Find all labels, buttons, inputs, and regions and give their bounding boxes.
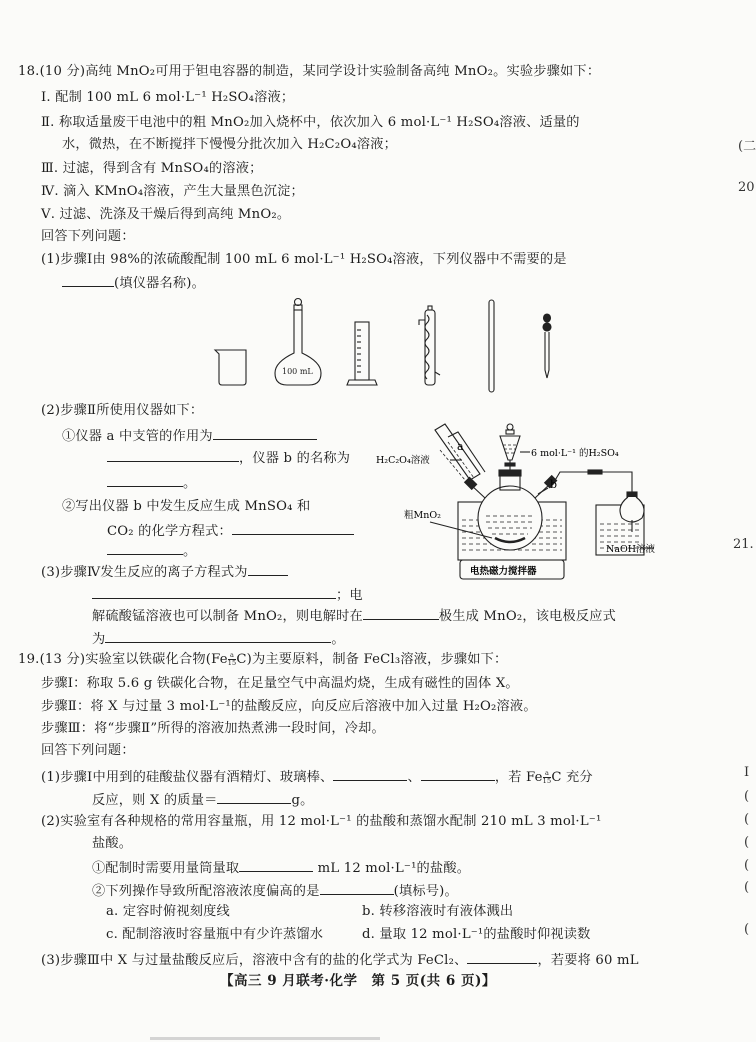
q18-part2-1-line1 [62, 425, 317, 447]
label-stirrer: 电热磁力搅拌器 [470, 566, 537, 577]
period: 。 [331, 632, 345, 647]
q18-part3-line4 [92, 628, 345, 650]
q18-part2-2-line2 [107, 520, 354, 542]
margin-fragment: ( [744, 835, 750, 850]
label-h2c2o4: H₂C₂O₄溶液 [376, 455, 430, 466]
q18-part3-line3 [92, 605, 616, 627]
page-footer: 【高三 9 月联考·化学 第 5 页(共 6 页)】 [220, 973, 496, 989]
fraction-denominator: 15 [542, 777, 552, 785]
q18-part3-text-b: ；电 [336, 588, 363, 603]
q19-part1-line1 [41, 766, 593, 788]
q19-part1-blank-mass[interactable] [217, 789, 291, 804]
fraction-numerator: a [228, 652, 237, 660]
margin-fragment: ( [744, 789, 750, 804]
q18-points: (10 分) [39, 64, 86, 79]
q18-part2-1-text-b: ，仪器 b 的名称为 [239, 451, 351, 466]
q18-part2-2-line1: ②写出仪器 b 中发生反应生成 MnSO₄ 和 [62, 499, 311, 514]
q19-step-2: 步骤Ⅱ：将 X 与过量 3 mol·L⁻¹的盐酸反应，向反应后溶液中加入过量 H₂O₂溶液。 [41, 699, 537, 714]
q19-part2-1-blank[interactable] [239, 857, 313, 872]
margin-fragment: 20 [738, 180, 755, 195]
formula-fe: Fe [211, 652, 228, 667]
q18-step-5: Ⅴ. 过滤、洗涤及干燥后得到高纯 MnO₂。 [41, 207, 291, 222]
q18-part3-blank-c[interactable] [105, 628, 331, 643]
q18-part3-line1 [41, 561, 288, 583]
q19-part3-line1 [41, 949, 639, 971]
fraction-denominator: 15 [227, 659, 237, 667]
q18-part3-blank-b[interactable] [363, 605, 439, 620]
q18-part1-line2 [62, 272, 205, 294]
three-neck-flask-icon [478, 486, 542, 550]
separator: 、 [407, 770, 421, 785]
q18-part3-blank-a[interactable] [248, 561, 288, 576]
glass-rod-icon [489, 300, 494, 392]
q18-part2-1-line2 [107, 447, 350, 469]
q18-part2-2-line3 [107, 540, 196, 562]
q18-part2-1-blank-a-cont[interactable] [107, 447, 239, 462]
q19-part1-text: (1)步骤Ⅰ中用到的硅酸盐仪器有酒精灯、玻璃棒、 [41, 770, 334, 785]
q19-option-a: a. 定容时俯视刻度线 [106, 904, 230, 919]
q18-part2-2-blank[interactable] [232, 520, 354, 535]
fraction-numerator: a [543, 770, 552, 778]
q19-part1-text-c: C 充分 [551, 770, 593, 785]
label-b: b [550, 478, 558, 491]
period: 。 [183, 476, 197, 491]
q18-step-3: Ⅲ. 过滤，得到含有 MnSO₄的溶液； [41, 161, 263, 176]
q19-part1-blank-b[interactable] [421, 766, 495, 781]
q19-part2-1 [92, 857, 470, 879]
q18-part2-1-blank-b[interactable] [107, 472, 183, 487]
q19-part1-text-d: 反应，则 X 的质量＝ [92, 793, 218, 808]
q19-option-b: b. 转移溶液时有液体溅出 [362, 904, 514, 919]
margin-fragment: 21. [733, 537, 754, 552]
q19-intro-pre: (13 分)实验室以铁碳化合物( [39, 652, 212, 667]
q19-part2-line1: (2)实验室有各种规格的常用容量瓶，用 12 mol·L⁻¹ 的盐酸和蒸馏水配制 210 mL 3 mol·L⁻¹ [41, 814, 602, 829]
q19-number: 19. [18, 652, 40, 667]
q18-part2-1-blank-a[interactable] [213, 425, 317, 440]
instruments-figure [195, 290, 565, 395]
q19-part2-1-text: ①配制时需要用量筒量取 [92, 861, 240, 876]
q18-step-1: Ⅰ. 配制 100 mL 6 mol·L⁻¹ H₂SO₄溶液； [41, 90, 295, 105]
q18-part1-answer-blank[interactable] [62, 272, 114, 287]
label-crude-mno2: 粗MnO₂ [404, 510, 441, 521]
unit-g: g。 [291, 793, 314, 808]
q18-part3-blank-a-cont[interactable] [92, 584, 336, 599]
margin-fragment: ( [744, 922, 750, 937]
q19-answer-prompt: 回答下列问题： [41, 743, 135, 758]
q18-part2-1-text: ①仪器 a 中支管的作用为 [62, 429, 213, 444]
q18-step-2-cont: 水，微热，在不断搅拌下慢慢分批次加入 H₂C₂O₄溶液； [62, 137, 397, 152]
period: 。 [183, 544, 197, 559]
label-h2so4: 6 mol·L⁻¹ 的H₂SO₄ [531, 448, 619, 459]
q18-intro: 高纯 MnO₂可用于钽电容器的制造，某同学设计实验制备高纯 MnO₂。实验步骤如下： [85, 64, 601, 79]
q18-header [18, 62, 600, 82]
q18-part1-line1: (1)步骤Ⅰ由 98%的浓硫酸配制 100 mL 6 mol·L⁻¹ H₂SO₄溶液，下列仪器中不需要的是 [41, 252, 567, 267]
q18-part2-1-line3 [107, 472, 196, 494]
q19-part2-line2: 盐酸。 [92, 836, 133, 851]
q18-part3-text-d: 极生成 MnO₂，该电极反应式 [438, 609, 617, 624]
apparatus-diagram [370, 420, 670, 585]
condenser-icon [419, 306, 440, 385]
q19-step-3: 步骤Ⅲ：将“步骤Ⅱ”所得的溶液加热煮沸一段时间，冷却。 [41, 721, 385, 736]
label-a: a [457, 440, 464, 453]
q19-part2-2-text: ②下列操作导致所配溶液浓度偏高的是 [92, 884, 320, 899]
q19-part2-2 [92, 880, 458, 902]
q19-option-c: c. 配制溶液时容量瓶中有少许蒸馏水 [106, 927, 324, 942]
q19-part2-2-blank[interactable] [320, 880, 394, 895]
q19-part3-blank[interactable] [467, 949, 537, 964]
q18-part3-text: (3)步骤Ⅳ发生反应的离子方程式为 [41, 565, 248, 580]
q18-part2-head: (2)步骤Ⅱ所使用仪器如下： [41, 403, 204, 418]
q19-intro-post: C)为主要原料，制备 FeCl₃溶液，步骤如下： [236, 652, 508, 667]
margin-fragment: I [744, 765, 750, 780]
svg-text:100 mL: 100 mL [282, 367, 313, 376]
q19-part2-2-hint: (填标号)。 [393, 884, 458, 899]
q18-step-4: Ⅳ. 滴入 KMnO₄溶液，产生大量黑色沉淀； [41, 184, 304, 199]
separatory-funnel-icon [500, 424, 520, 470]
q19-part1-text-b: ，若 Fe [494, 770, 543, 785]
q19-header [18, 650, 507, 670]
q19-step-1: 步骤Ⅰ：称取 5.6 g 铁碳化合物，在足量空气中高温灼烧，生成有磁性的固体 X。 [41, 676, 519, 691]
margin-fragment: (二 [738, 139, 756, 154]
q19-part3-text: (3)步骤Ⅲ中 X 与过量盐酸反应后，溶液中含有的盐的化学式为 FeCl₂、 [41, 953, 468, 968]
q19-part2-1-text-b: mL 12 mol·L⁻¹的盐酸。 [317, 861, 471, 876]
q18-part3-text-e: 为 [92, 632, 106, 647]
graduated-cylinder-icon [347, 322, 377, 385]
beaker-icon [215, 350, 246, 385]
q18-part2-2-text: CO₂ 的化学方程式： [107, 524, 232, 539]
bottom-shadow [150, 1037, 380, 1040]
q19-option-d: d. 量取 12 mol·L⁻¹的盐酸时仰视读数 [362, 927, 591, 942]
volumetric-flask-icon [275, 299, 321, 386]
margin-fragment: ( [744, 880, 750, 895]
q19-part3-text-b: ，若要将 60 mL [537, 953, 639, 968]
margin-fragment: ( [744, 812, 750, 827]
q18-part3-line2 [92, 584, 363, 606]
margin-fragment: ( [744, 858, 750, 873]
q18-part3-text-c: 解硫酸锰溶液也可以制备 MnO₂，则电解时在 [92, 609, 363, 624]
dropper-icon [543, 314, 551, 378]
q18-number: 18. [18, 64, 40, 79]
q18-step-2: Ⅱ. 称取适量废干电池中的粗 MnO₂加入烧杯中，依次加入 6 mol·L⁻¹ H₂SO₄溶液、适量的 [41, 115, 580, 130]
label-naoh: NaOH溶液 [606, 544, 656, 555]
q18-part1-hint: (填仪器名称)。 [114, 276, 206, 291]
q18-answer-prompt: 回答下列问题： [41, 229, 135, 244]
q19-part1-blank-a[interactable] [333, 766, 407, 781]
q19-part1-line2 [92, 789, 314, 811]
q18-part2-2-blank-cont[interactable] [107, 540, 183, 555]
